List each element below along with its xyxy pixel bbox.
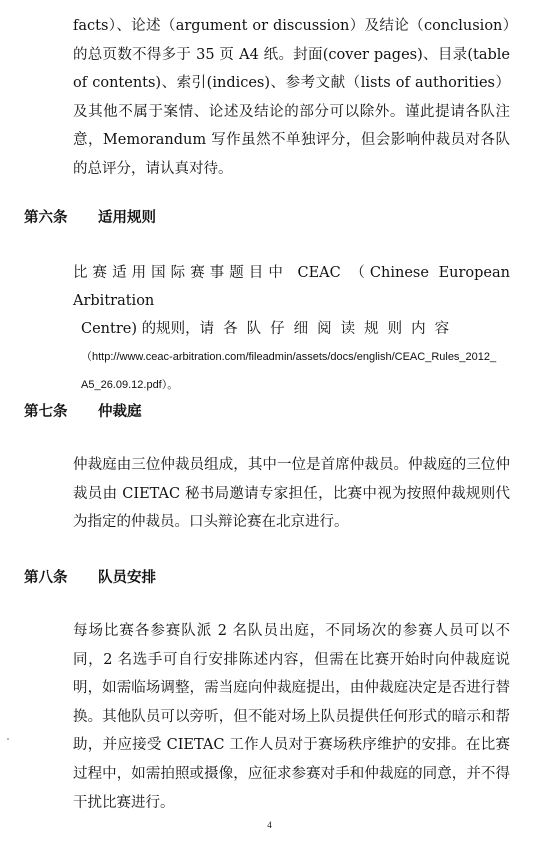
article-8-title: 队员安排: [98, 570, 156, 586]
article-6-line-2: [73, 315, 510, 343]
article-6-number: 第六条: [24, 210, 68, 226]
article-6-title: 适用规则: [98, 210, 156, 226]
memorandum-paragraph: facts）、论述（argument or discussion）及结论（conclusion）的总页数不得多于 35 页 A4 纸。封面(cover pages)、目录(table of contents)、索引(indices)、参考文献（lists of authorities）及其他不属于案情、论述及结论的部分可以除外。谨此提请各队注意，Memorandum 写作虽然不单独评分，但会影响仲裁员对各队的总评分，请认真对待。: [73, 18, 510, 177]
article-6-body: [73, 259, 510, 399]
ceac-rules-url-end: A5_26.09.12.pdf）。: [81, 379, 179, 391]
article-6-line-2b: 请各队仔细阅读规则内容: [199, 321, 459, 337]
article-7-heading: [24, 402, 142, 422]
page-number: 4: [267, 820, 272, 830]
article-6-line-2a: Centre) 的规则，: [81, 321, 200, 337]
article-8-heading: [24, 568, 156, 588]
ceac-rules-url: （http://www.ceac-arbitration.com/fileadmin/assets/docs/english/CEAC_Rules_2012_: [81, 351, 497, 363]
article-8-number: 第八条: [24, 570, 68, 586]
article-6-line-1: 比赛适用国际赛事题目中 CEAC （Chinese European Arbitration: [73, 265, 510, 309]
article-6-heading: [24, 208, 156, 228]
article-7-paragraph: 仲裁庭由三位仲裁员组成，其中一位是首席仲裁员。仲裁庭的三位仲裁员由 CIETAC 秘书局邀请专家担任，比赛中视为按照仲裁规则代为指定的仲裁员。口头辩论赛在北京进行。: [73, 457, 510, 531]
scan-mark: [7, 738, 9, 740]
article-7-title: 仲裁庭: [98, 404, 142, 420]
article-8-paragraph: 每场比赛各参赛队派 2 名队员出庭，不同场次的参赛人员可以不同，2 名选手可自行安排陈述内容，但需在比赛开始时向仲裁庭说明，如需临场调整，需当庭向仲裁庭提出，由仲裁庭决定是否进行替换。其他队员可以旁听，但不能对场上队员提供任何形式的暗示和帮助，并应接受 CIETAC 工作人员对于赛场秩序维护的安排。在比赛过程中，如需拍照或摄像，应征求参赛对手和仲裁庭的同意，并不得干扰比赛进行。: [73, 623, 510, 811]
article-7-number: 第七条: [24, 404, 68, 420]
